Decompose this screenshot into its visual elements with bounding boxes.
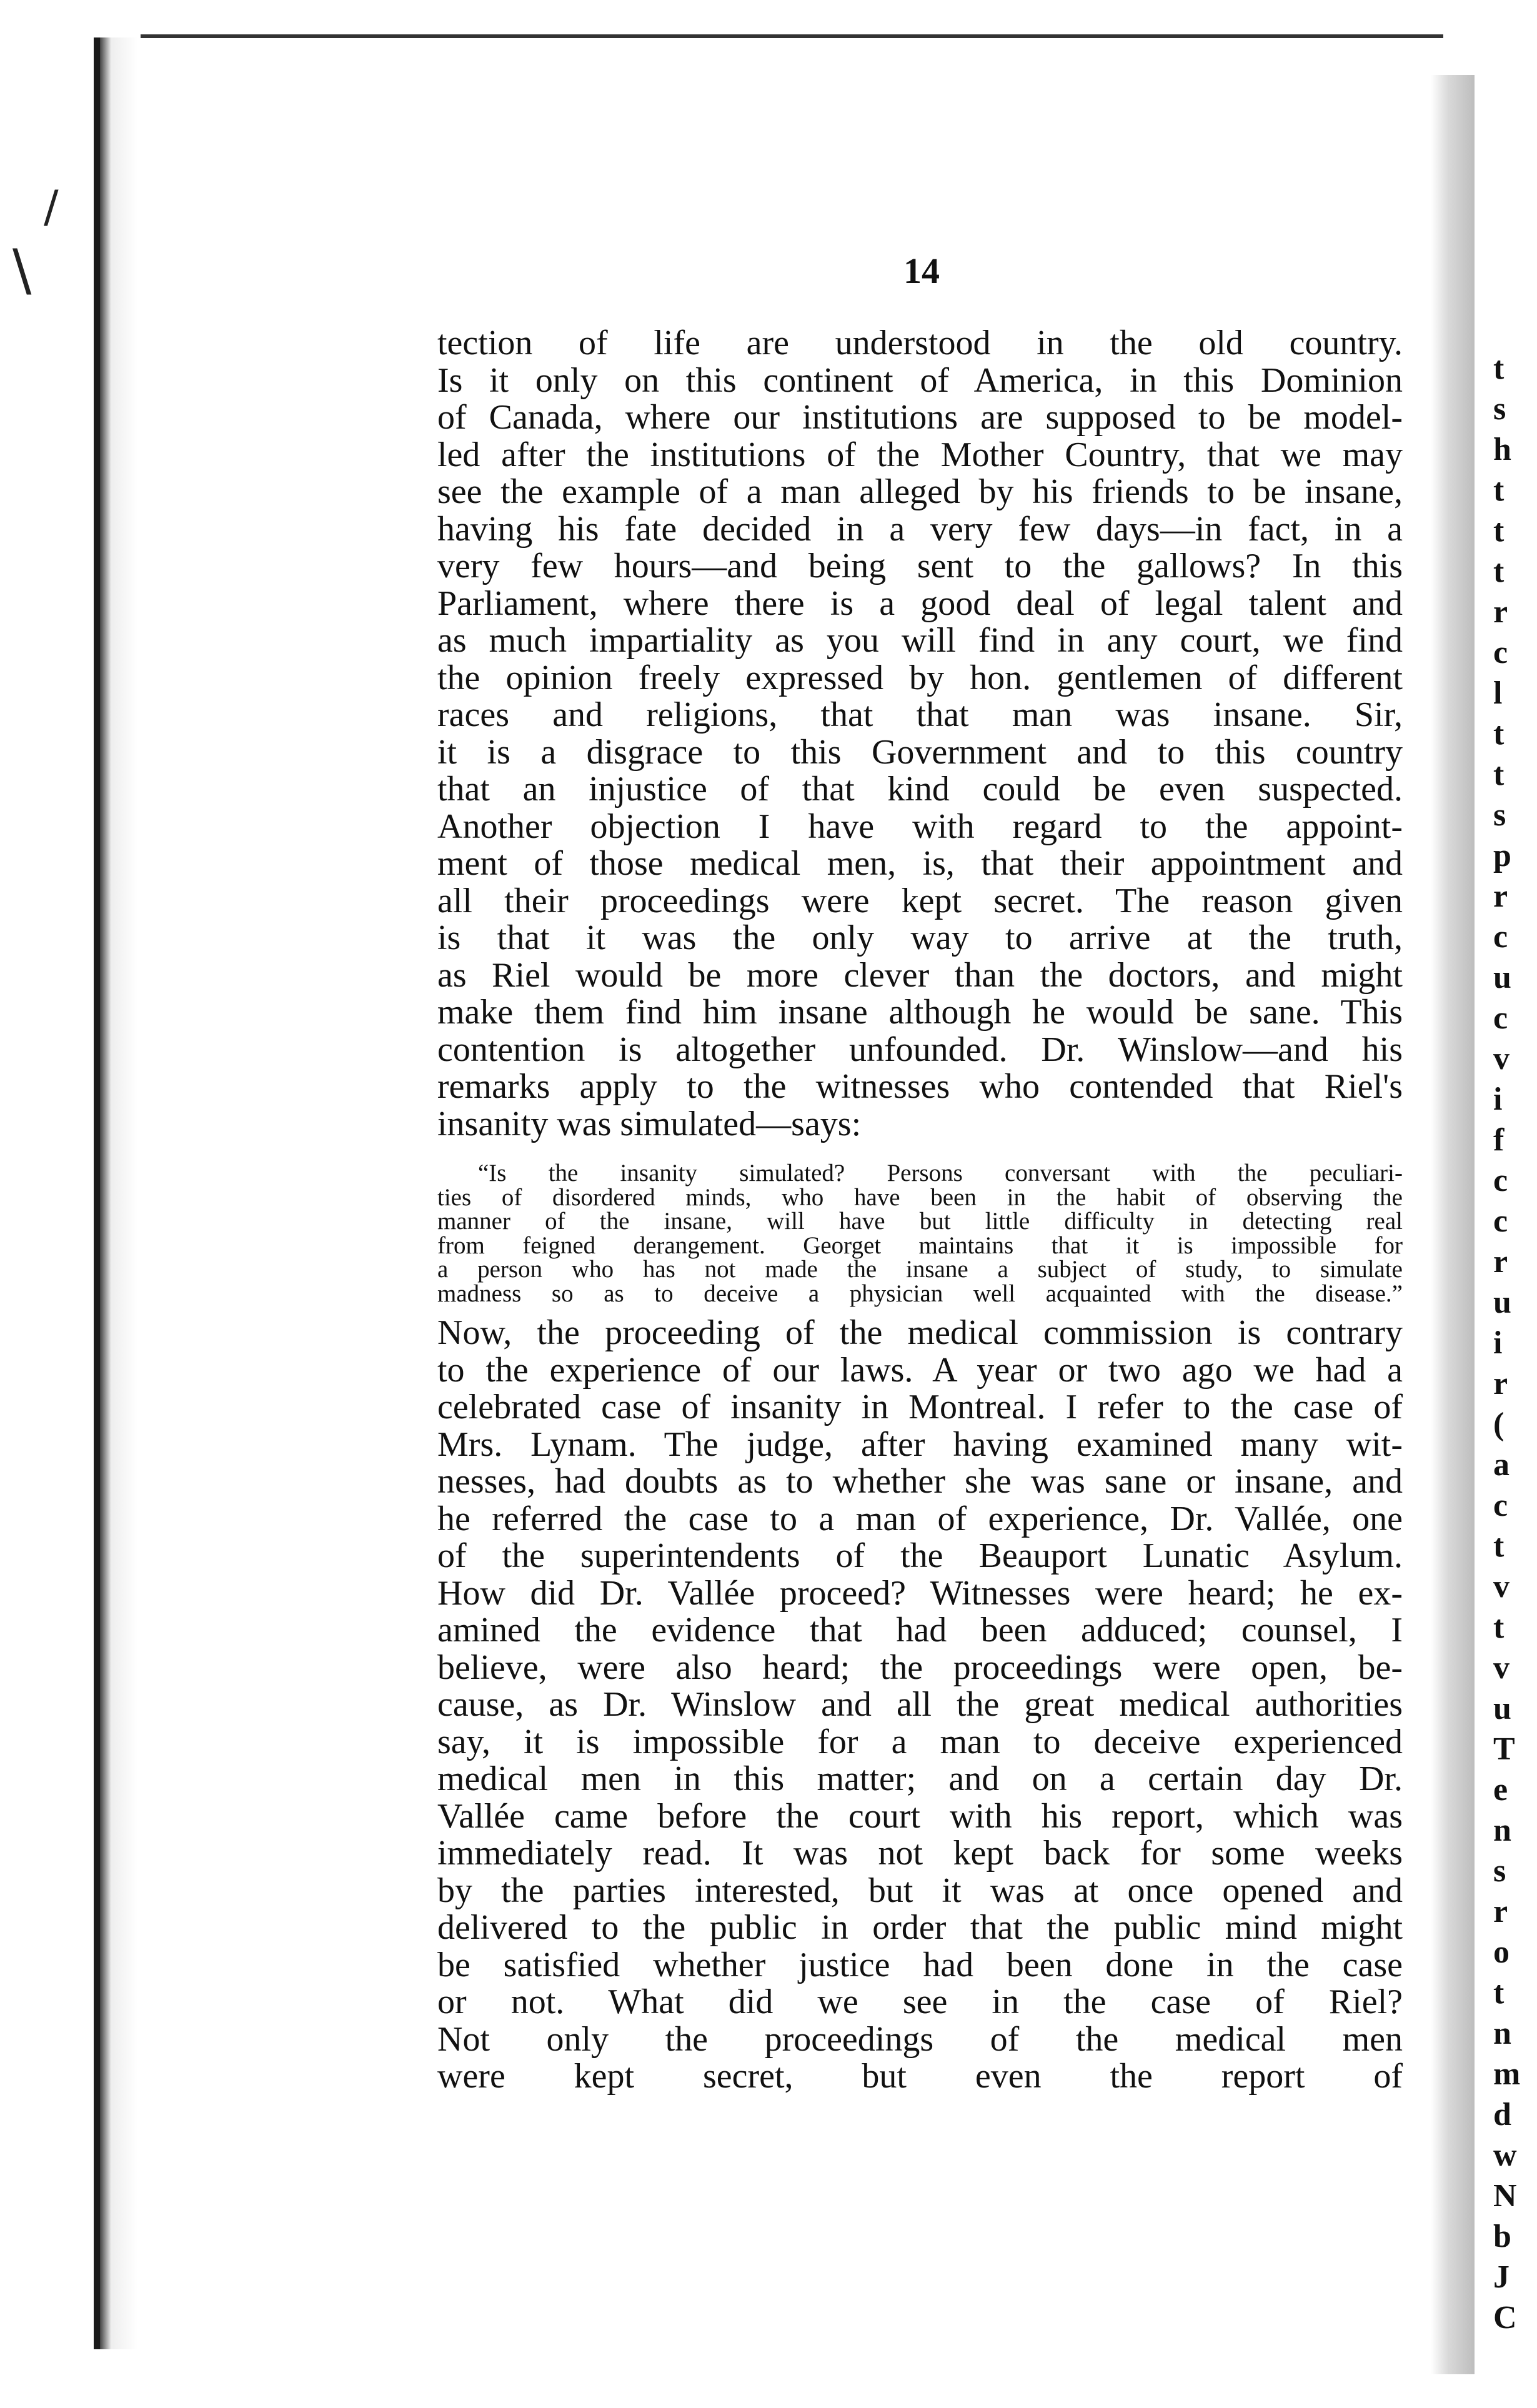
text-line: it is a disgrace to this Government and to this country bbox=[437, 732, 1403, 772]
next-page-letter: i bbox=[1493, 1082, 1503, 1117]
text-line: immediately read. It was not kept back for some weeks bbox=[437, 1834, 1403, 1873]
next-page-letter: s bbox=[1493, 391, 1506, 427]
next-page-letter: r bbox=[1493, 878, 1508, 914]
scan-mark: \ bbox=[12, 237, 32, 303]
next-page-letter: c bbox=[1493, 635, 1508, 670]
next-page-letter: c bbox=[1493, 1488, 1508, 1523]
text-line: be satisfied whether justice had been done in the case bbox=[437, 1945, 1403, 1984]
text-line: Is it only on this continent of America, in this Dominion bbox=[437, 361, 1403, 400]
next-page-letter: t bbox=[1493, 554, 1505, 589]
next-page-letter: c bbox=[1493, 1203, 1508, 1239]
text-line: as Riel would be more clever than the doctors, and might bbox=[437, 955, 1403, 995]
text-line: from feigned derangement. Georget maintains that it is impossible for bbox=[437, 1231, 1403, 1259]
text-line: celebrated case of insanity in Montreal. I refer to the case of bbox=[437, 1388, 1403, 1426]
page-number: 14 bbox=[903, 251, 940, 291]
next-page-letter: w bbox=[1493, 2137, 1517, 2173]
next-page-letter: t bbox=[1493, 716, 1505, 752]
text-line: Parliament, where there is a good deal of legal talent and bbox=[437, 584, 1403, 623]
next-page-letter: r bbox=[1493, 1894, 1508, 1929]
next-page-letter: n bbox=[1493, 2016, 1511, 2051]
text-line: by the parties interested, but it was at once opened and bbox=[437, 1871, 1403, 1910]
text-line: amined the evidence that had been adduced; counsel, I bbox=[437, 1611, 1403, 1649]
text-line: cause, as Dr. Winslow and all the great medical authorities bbox=[437, 1685, 1403, 1724]
next-page-letter: T bbox=[1493, 1731, 1515, 1767]
next-page-letter: p bbox=[1493, 838, 1511, 873]
text-line: remarks apply to the witnesses who contended that Riel's bbox=[437, 1067, 1403, 1106]
next-page-letter: i bbox=[1493, 1325, 1503, 1361]
text-line: as much impartiality as you will find in any court, we find bbox=[437, 621, 1403, 660]
block-quote bbox=[437, 1162, 1403, 1306]
next-page-letter: C bbox=[1493, 2300, 1517, 2336]
text-line: insanity was simulated—says: bbox=[437, 1104, 862, 1143]
next-page-letter: e bbox=[1493, 1772, 1508, 1808]
text-line: to the experience of our laws. A year or two ago we had a bbox=[437, 1350, 1403, 1390]
text-line: madness so as to deceive a physician well acquainted with the disease.” bbox=[437, 1280, 1403, 1307]
text-line: “Is the insanity simulated? Persons conversant with the peculiari- bbox=[478, 1160, 1403, 1187]
next-page-letter: b bbox=[1493, 2219, 1511, 2254]
text-line: see the example of a man alleged by his friends to be insane, bbox=[437, 472, 1403, 511]
text-line: very few hours—and being sent to the gallows? In this bbox=[437, 547, 1403, 585]
text-line: believe, were also heard; the proceedings were open, be- bbox=[437, 1648, 1403, 1687]
text-line: ties of disordered minds, who have been in the habit of observing the bbox=[437, 1183, 1403, 1211]
text-line: manner of the insane, will have but little difficulty in detecting real bbox=[437, 1208, 1403, 1235]
text-line: Mrs. Lynam. The judge, after having examined many wit- bbox=[437, 1425, 1403, 1464]
page-body bbox=[437, 325, 1403, 2096]
text-line: that an injustice of that kind could be even suspected. bbox=[437, 770, 1403, 808]
text-line: make them find him insane although he would be sane. This bbox=[437, 993, 1403, 1032]
text-line: is that it was the only way to arrive at the truth, bbox=[437, 918, 1403, 957]
next-page-letter: s bbox=[1493, 797, 1506, 833]
paragraph-2 bbox=[437, 1315, 1403, 2096]
text-line: of Canada, where our institutions are supposed to be model- bbox=[437, 398, 1403, 437]
next-page-letter: u bbox=[1493, 960, 1511, 995]
text-line: Another objection I have with regard to the appoint- bbox=[437, 807, 1403, 846]
next-page-letter: u bbox=[1493, 1691, 1511, 1726]
text-line: led after the institutions of the Mother Country, that we may bbox=[437, 435, 1403, 474]
text-line: nesses, had doubts as to whether she was sane or insane, and bbox=[437, 1462, 1403, 1501]
text-line: races and religions, that that man was insane. Sir, bbox=[437, 695, 1403, 734]
text-line: How did Dr. Vallée proceed? Witnesses were heard; he ex- bbox=[437, 1573, 1403, 1613]
text-line: say, it is impossible for a man to deceive experienced bbox=[437, 1722, 1403, 1761]
next-page-letter: o bbox=[1493, 1934, 1510, 1970]
next-page-letter: l bbox=[1493, 675, 1503, 711]
next-page-letter: r bbox=[1493, 594, 1508, 630]
text-line: or not. What did we see in the case of Riel? bbox=[437, 1983, 1403, 2021]
text-line: he referred the case to a man of experience, Dr. Vallée, one bbox=[437, 1499, 1403, 1538]
text-line: the opinion freely expressed by hon. gentlemen of different bbox=[437, 658, 1403, 697]
next-page-letter: t bbox=[1493, 1528, 1505, 1564]
next-page-letter: f bbox=[1493, 1122, 1505, 1158]
next-page-letter: m bbox=[1493, 2056, 1521, 2092]
text-line: all their proceedings were kept secret. The reason given bbox=[437, 881, 1403, 920]
next-page-letter: t bbox=[1493, 1609, 1505, 1645]
next-page-letter: c bbox=[1493, 1000, 1508, 1036]
next-page-letter: t bbox=[1493, 757, 1505, 792]
next-page-letter: a bbox=[1493, 1447, 1510, 1483]
scan-mark: / bbox=[44, 181, 59, 232]
next-page-letter: r bbox=[1493, 1244, 1508, 1280]
next-page-letter: r bbox=[1493, 1366, 1508, 1401]
next-page-letter: u bbox=[1493, 1285, 1511, 1320]
text-line: delivered to the public in order that the public mind might bbox=[437, 1908, 1403, 1947]
next-page-letter: s bbox=[1493, 1853, 1506, 1889]
paragraph-1 bbox=[437, 325, 1403, 1143]
next-page-letter: h bbox=[1493, 432, 1511, 467]
next-page-letter: t bbox=[1493, 351, 1505, 386]
book-binding-edge bbox=[94, 37, 144, 2349]
next-page-letter: v bbox=[1493, 1041, 1510, 1077]
next-page-letter: J bbox=[1493, 2259, 1510, 2295]
text-line: tection of life are understood in the old country. bbox=[437, 324, 1403, 362]
next-page-letter: v bbox=[1493, 1569, 1510, 1605]
text-line: were kept secret, but even the report of bbox=[437, 2057, 1403, 2096]
text-line: contention is altogether unfounded. Dr. Winslow—and his bbox=[437, 1030, 1403, 1069]
text-line: Now, the proceeding of the medical commission is contrary bbox=[437, 1313, 1403, 1352]
next-page-fragment bbox=[1475, 25, 1537, 2399]
text-line: of the superintendents of the Beauport Lunatic Asylum. bbox=[437, 1536, 1403, 1575]
next-page-letter: d bbox=[1493, 2097, 1511, 2132]
text-line: Not only the proceedings of the medical men bbox=[437, 2019, 1403, 2059]
text-line: having his fate decided in a very few days—in fact, in a bbox=[437, 509, 1403, 549]
next-page-letter: t bbox=[1493, 513, 1505, 549]
next-page-letter: c bbox=[1493, 1163, 1508, 1198]
text-line: medical men in this matter; and on a certain day Dr. bbox=[437, 1759, 1403, 1798]
text-line: ment of those medical men, is, that their appointment and bbox=[437, 844, 1403, 883]
next-page-letter: t bbox=[1493, 472, 1505, 508]
text-line: Vallée came before the court with his report, which was bbox=[437, 1796, 1403, 1836]
next-page-letter: t bbox=[1493, 1975, 1505, 2011]
scan-left-margin bbox=[0, 0, 94, 2408]
next-page-letter: c bbox=[1493, 919, 1508, 955]
next-page-letter: N bbox=[1493, 2178, 1517, 2214]
next-page-letter: n bbox=[1493, 1813, 1511, 1848]
text-line: a person who has not made the insane a subject of study, to simulate bbox=[437, 1256, 1403, 1283]
next-page-letter: v bbox=[1493, 1650, 1510, 1686]
next-page-letter: ( bbox=[1493, 1406, 1505, 1442]
page-edge-shadow bbox=[1431, 75, 1475, 2374]
